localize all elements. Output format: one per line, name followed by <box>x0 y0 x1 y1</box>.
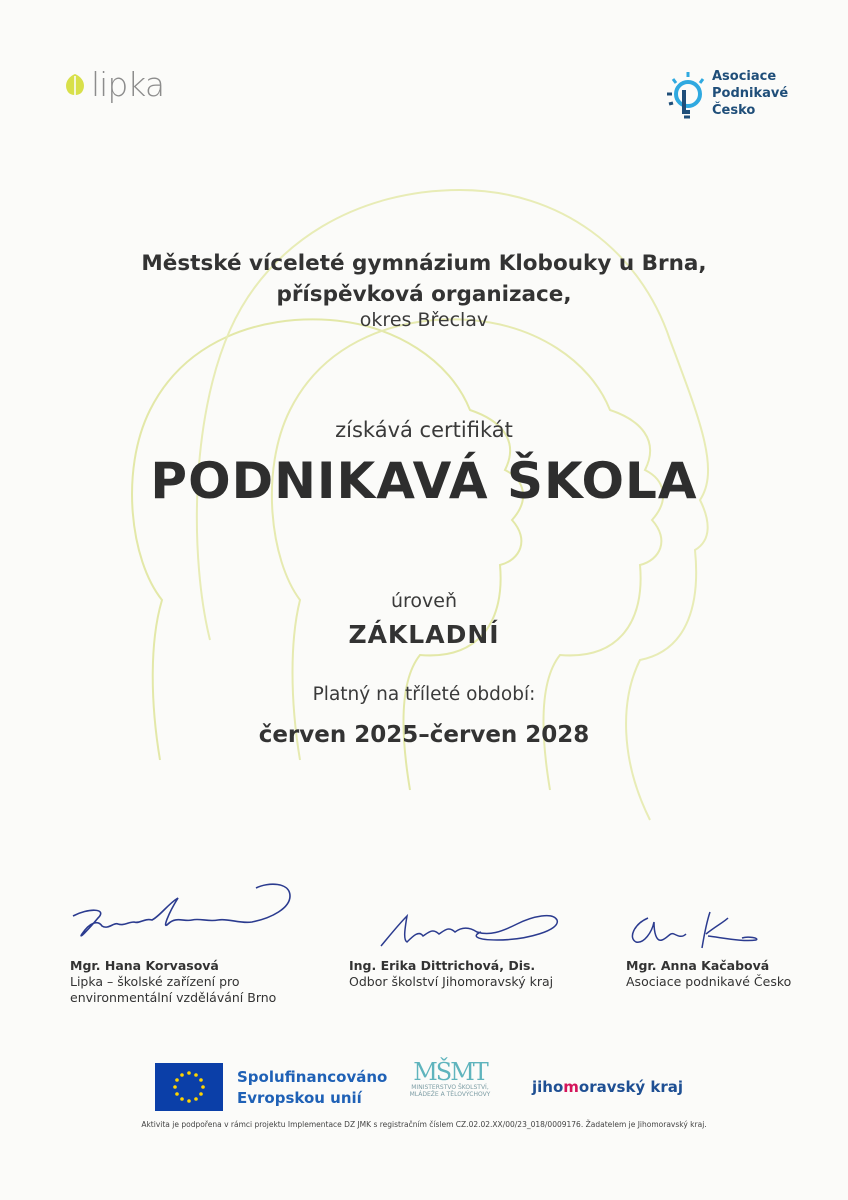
signatory-org: Lipka – školské zařízení pro <box>70 974 240 989</box>
certificate-title: PODNIKAVÁ ŠKOLA <box>150 452 698 510</box>
funding-disclaimer: Aktivita je podpořena v rámci projektu Implementace DZ JMK s registračním číslem CZ.02.02.XX/00/23_018/0009176. Žadatelem je Jihomoravský kraj. <box>141 1120 707 1129</box>
signatory-name: Ing. Erika Dittrichová, Dis. <box>349 958 536 973</box>
certificate-intro: získává certifikát <box>335 418 513 442</box>
signature-2-handwriting <box>377 906 567 954</box>
jmk-text-part: oravský kraj <box>578 1078 684 1096</box>
validity-label: Platný na tříleté období: <box>312 684 536 705</box>
msmt-subtitle: MLÁDEŽE A TĚLOVÝCHOVY <box>409 1091 491 1098</box>
msmt-logo <box>398 1060 502 1098</box>
jmk-text-part: jiho <box>532 1078 564 1096</box>
eu-flag-logo <box>155 1063 223 1111</box>
signatory-3 <box>626 958 791 990</box>
eu-cofunded-text <box>237 1067 387 1109</box>
school-name-line2: příspěvková organizace, <box>276 282 572 307</box>
validity-period: červen 2025–červen 2028 <box>258 722 590 748</box>
level-value: ZÁKLADNÍ <box>348 620 500 649</box>
school-name-line1: Městské víceleté gymnázium Klobouky u Brna, <box>141 251 707 276</box>
leaf-icon <box>62 72 88 98</box>
eu-text-line2: Evropskou unií <box>237 1089 362 1107</box>
signatory-name: Mgr. Anna Kačabová <box>626 958 770 973</box>
signatory-org: Odbor školství Jihomoravský kraj <box>349 974 554 989</box>
level-label: úroveň <box>390 590 458 612</box>
lipka-logo <box>62 65 165 104</box>
signatory-1 <box>70 958 276 1006</box>
apc-line: Asociace <box>712 69 777 84</box>
signature-1-handwriting <box>68 878 298 954</box>
eu-text-line1: Spolufinancováno <box>237 1068 388 1086</box>
school-name <box>0 248 848 310</box>
apc-logo <box>664 68 788 128</box>
eu-stars-icon <box>155 1063 223 1111</box>
school-district: okres Břeclav <box>359 309 489 331</box>
apc-line: Podnikavé <box>712 86 789 101</box>
lightbulb-icon <box>664 68 708 128</box>
apc-wordmark <box>712 68 788 119</box>
msmt-letters: MŠMT <box>413 1058 487 1086</box>
signatory-name: Mgr. Hana Korvasová <box>70 958 219 973</box>
apc-line: Česko <box>712 103 756 118</box>
lipka-wordmark: lipka <box>91 65 165 104</box>
signatory-org: environmentální vzdělávání Brno <box>70 990 277 1005</box>
signature-3-handwriting <box>624 908 764 954</box>
jihomoravsky-kraj-logo <box>532 1078 683 1096</box>
msmt-subtitle: MINISTERSTVO ŠKOLSTVÍ, <box>411 1084 489 1091</box>
signatory-2 <box>349 958 553 990</box>
signatory-org: Asociace podnikavé Česko <box>626 974 792 989</box>
jmk-text-highlight: m <box>563 1078 579 1096</box>
